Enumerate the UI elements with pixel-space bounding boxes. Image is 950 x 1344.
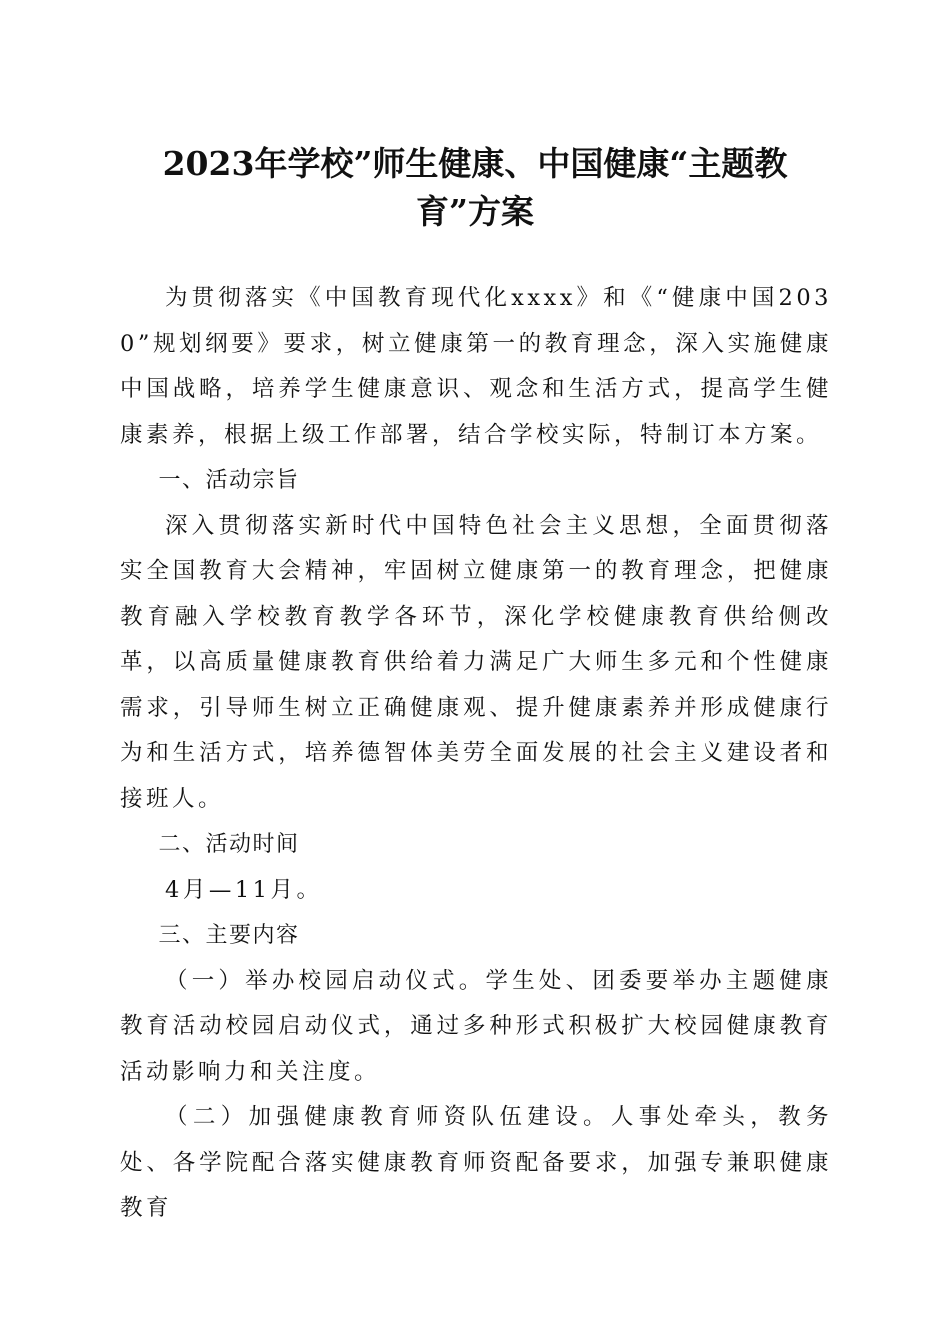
section-heading-time: 二、活动时间 [158,832,300,857]
section-purpose-text: 深入贯彻落实新时代中国特色社会主义思想，全面贯彻落实全国教育大会精神，牢固树立健康第一的教育理念，把健康教育融入学校教育教学各环节，深化学校健康教育供给侧改革，以高质量健康教育供给着力满足广大师生多元和个性健康需求，引导师生树立正确健康观、提升健康素养并形成健康行为和生活方式，培养德智体美劳全面发展的社会主义建设者和接班人。 [120,512,832,812]
intro-paragraph: 为贯彻落实《中国教育现代化xxxx》和《“健康中国2030”规划纲要》要求，树立健康第一的教育理念，深入实施健康中国战略，培养学生健康意识、观念和生活方式，提高学生健康素养，根据上级工作部署，结合学校实际，特制订本方案。 [120,285,832,448]
title-line-2: 育”方案 [416,192,534,231]
content-item-1-lead: （一）举办校园启动仪式。 [165,967,486,994]
section-heading-content: 三、主要内容 [158,923,300,948]
document-body [120,276,832,1232]
content-item-2 [120,1095,832,1232]
document-title [120,140,830,236]
content-item-1 [120,959,832,1096]
section-heading-purpose: 一、活动宗旨 [158,468,300,493]
content-item-2-lead: （二）加强健康教育师资队伍建设。 [165,1104,611,1130]
content-item-2-text: 人事处牵头，教务处、各学院配合落实健康教育师资配备要求，加强专兼职健康教育 [120,1104,832,1221]
title-line-1: 2023年学校”师生健康、中国健康“主题教 [162,144,788,183]
section-time-text: 4月—11月。 [165,876,323,903]
content-item-1-text: 学生处、团委要举办主题健康教育活动校园启动仪式，通过多种形式积极扩大校园健康教育活动影响力和关注度。 [120,967,832,1085]
